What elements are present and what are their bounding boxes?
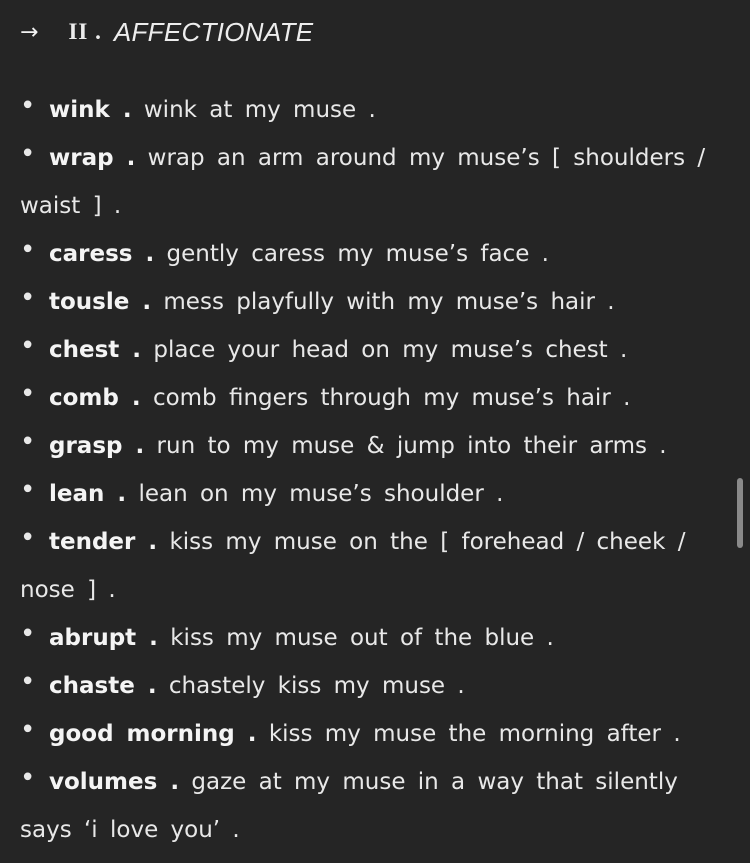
quote-bullet-icon: •: [20, 523, 36, 553]
item-term: comb .: [49, 385, 141, 411]
list-item: [20, 518, 720, 614]
item-description: lean on my muse’s shoulder .: [138, 481, 504, 507]
list-item: [20, 326, 720, 374]
quote-bullet-icon: •: [20, 283, 36, 313]
quote-bullet-icon: •: [20, 667, 36, 697]
item-description: run to my muse & jump into their arms .: [156, 433, 667, 459]
list-item: [20, 422, 720, 470]
item-term: tender .: [49, 529, 158, 555]
section-numeral: II .: [68, 19, 102, 44]
item-description: gaze at my muse in a way that silently says ‘i love you’ .: [20, 769, 678, 843]
section-title: AFFECTIONATE: [113, 16, 314, 47]
list-item: [20, 230, 720, 278]
item-term: volumes .: [49, 769, 180, 795]
list-item: [20, 470, 720, 518]
list-item: [20, 374, 720, 422]
scrollbar-thumb[interactable]: [737, 478, 743, 548]
item-term: caress .: [49, 241, 155, 267]
list-item: [20, 614, 720, 662]
prompt-list: [20, 86, 720, 854]
list-item: [20, 710, 720, 758]
item-term: good morning .: [49, 721, 257, 747]
list-item: [20, 662, 720, 710]
arrow-right-icon: →: [20, 19, 39, 45]
item-description: gently caress my muse’s face .: [166, 241, 549, 267]
list-item: [20, 134, 720, 230]
item-description: comb fingers through my muse’s hair .: [152, 385, 631, 411]
item-term: abrupt .: [49, 625, 158, 651]
list-item: [20, 278, 720, 326]
item-term: wink .: [49, 97, 132, 123]
quote-bullet-icon: •: [20, 91, 36, 121]
item-term: chaste .: [49, 673, 157, 699]
quote-bullet-icon: •: [20, 715, 36, 745]
quote-bullet-icon: •: [20, 763, 36, 793]
quote-bullet-icon: •: [20, 427, 36, 457]
item-term: lean .: [49, 481, 127, 507]
item-term: chest .: [49, 337, 142, 363]
item-description: wrap an arm around my muse’s [ shoulders / waist ] .: [20, 145, 706, 219]
item-description: kiss my muse the morning after .: [268, 721, 681, 747]
quote-bullet-icon: •: [20, 139, 36, 169]
quote-bullet-icon: •: [20, 379, 36, 409]
item-description: chastely kiss my muse .: [168, 673, 465, 699]
item-description: mess playfully with my muse’s hair .: [163, 289, 615, 315]
item-description: kiss my muse out of the blue .: [170, 625, 554, 651]
section-header: [20, 14, 313, 50]
item-description: place your head on my muse’s chest .: [153, 337, 628, 363]
item-description: kiss my muse on the [ forehead / cheek / nose ] .: [20, 529, 686, 603]
list-item: [20, 758, 720, 854]
quote-bullet-icon: •: [20, 475, 36, 505]
item-term: tousle .: [49, 289, 152, 315]
quote-bullet-icon: •: [20, 619, 36, 649]
list-item: [20, 86, 720, 134]
item-term: grasp .: [49, 433, 145, 459]
item-description: wink at my muse .: [143, 97, 376, 123]
quote-bullet-icon: •: [20, 331, 36, 361]
quote-bullet-icon: •: [20, 235, 36, 265]
item-term: wrap .: [49, 145, 136, 171]
